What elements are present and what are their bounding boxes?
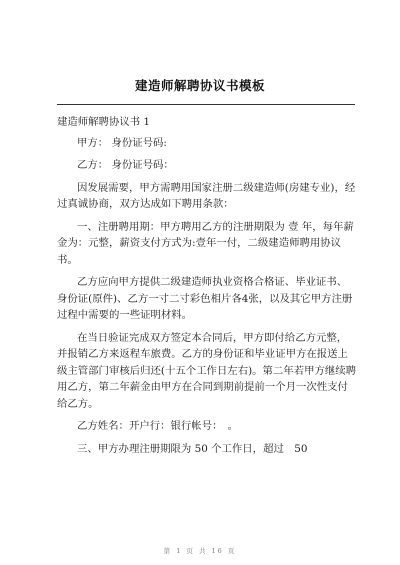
party-a-line: 甲方： 身份证号码:	[77, 136, 167, 149]
bank-info-line: 乙方姓名：开户行：银行帐号： 。	[77, 420, 239, 432]
title-divider	[57, 104, 355, 105]
payment-paragraph: 在当日验证完成双方签定本合同后，甲方即付给乙方元整，并报销乙方来返程车旅费。乙方的身份证和毕业证甲方在报送上级主管部门审核后归还(十五个工作日左右)。第二年若甲方继续聘用乙方，第二年薪金由甲方在合同到期前提前一个月一次性支付给乙方。	[57, 331, 357, 410]
clause-1-paragraph: 一、注册聘用期：甲方聘用乙方的注册期限为 壹 年，每年薪金为：元整，薪资支付方式为:壹年一付，二级建造师聘用协议书。	[57, 220, 354, 266]
document-body	[57, 114, 357, 463]
page-footer: 第 1 页 共 16 页	[163, 547, 237, 555]
documents-paragraph: 乙方应向甲方提供二级建造师执业资格合格证、毕业证书、身份证(原件)、乙方一寸二寸彩色相片各4张，以及其它甲方注册过程中需要的一些证明材料。	[57, 276, 353, 321]
clause-3-paragraph: 三、甲方办理注册期限为 50 个工作日，超过 50	[77, 442, 308, 455]
document-title: 建造师解聘协议书模板	[134, 78, 265, 93]
party-b-line: 乙方： 身份证号码：	[77, 159, 174, 171]
document-subtitle: 建造师解聘协议书 1	[57, 116, 151, 128]
intro-paragraph: 因发展需要，甲方需聘用国家注册二级建造师(房建专业)，经过真诚协商，双方达成如下聘用条款：	[57, 181, 356, 210]
